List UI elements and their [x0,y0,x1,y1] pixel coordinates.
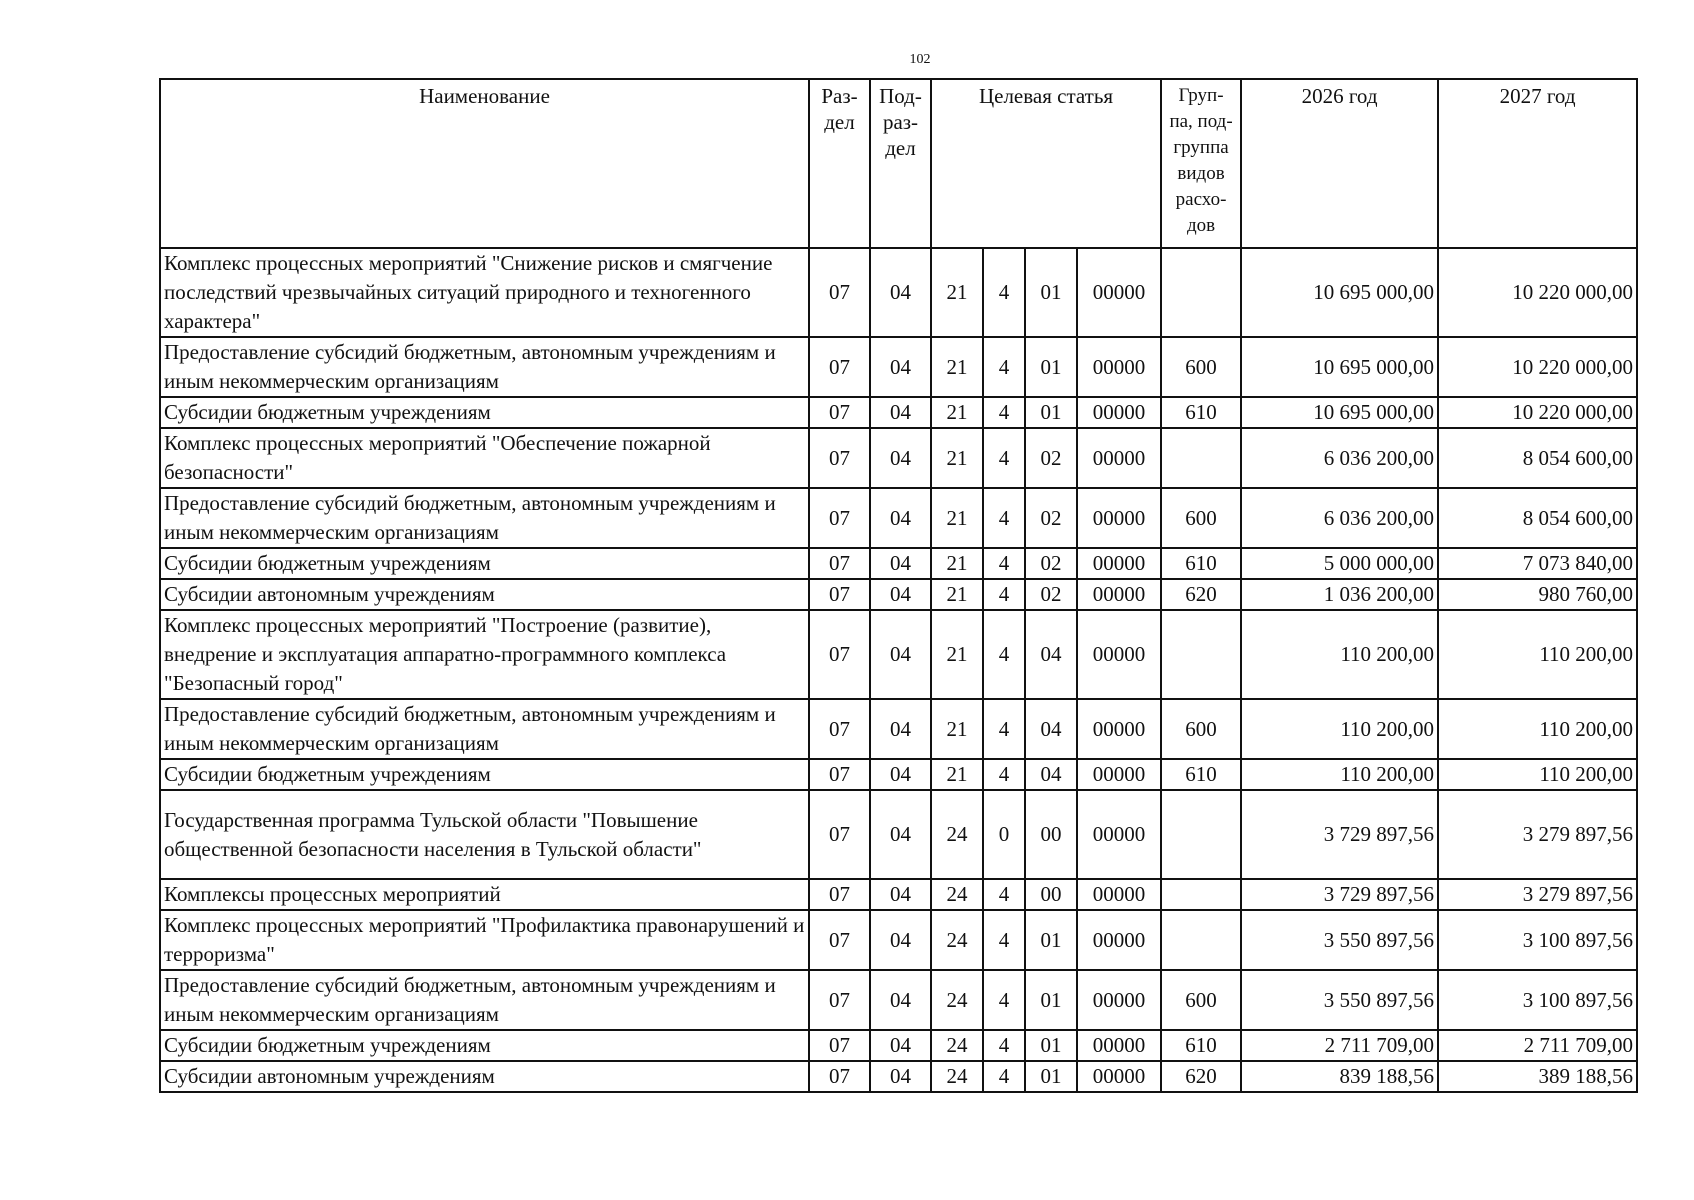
row-amount-2027: 3 100 897,56 [1438,970,1637,1030]
row-razdel: 07 [809,579,870,610]
row-name: Комплекс процессных мероприятий "Обеспечение пожарной безопасности" [160,428,809,488]
row-amount-2027: 7 073 840,00 [1438,548,1637,579]
row-amount-2026: 110 200,00 [1241,759,1438,790]
page-number: 102 [909,52,931,67]
row-amount-2027: 10 220 000,00 [1438,337,1637,397]
row-name: Субсидии автономным учреждениям [160,1061,809,1092]
row-razdel: 07 [809,879,870,910]
row-amount-2026: 10 695 000,00 [1241,397,1438,428]
table-row [160,428,1637,488]
row-amount-2027: 8 054 600,00 [1438,428,1637,488]
row-amount-2027: 110 200,00 [1438,610,1637,699]
row-target-type: 4 [983,910,1025,970]
row-target-direction: 00000 [1077,488,1161,548]
row-name: Предоставление субсидий бюджетным, автономным учреждениям и иным некоммерческим организациям [160,337,809,397]
table-row [160,397,1637,428]
row-target-subprogram: 01 [1025,397,1077,428]
table-row [160,699,1637,759]
table-row [160,579,1637,610]
row-target-type: 4 [983,1061,1025,1092]
row-target-program: 21 [931,548,983,579]
row-target-type: 4 [983,970,1025,1030]
table-row [160,548,1637,579]
row-target-direction: 00000 [1077,1030,1161,1061]
row-target-program: 21 [931,428,983,488]
row-name: Государственная программа Тульской области "Повышение общественной безопасности населения в Тульской области" [160,790,809,879]
row-expense-group: 600 [1161,337,1241,397]
row-target-subprogram: 02 [1025,488,1077,548]
row-amount-2027: 110 200,00 [1438,759,1637,790]
table-row [160,910,1637,970]
header-year-2026: 2026 год [1241,79,1438,248]
header-razdel: Раз- дел [809,79,870,248]
row-target-program: 21 [931,397,983,428]
row-podrazdel: 04 [870,610,931,699]
row-expense-group [1161,428,1241,488]
row-expense-group: 600 [1161,699,1241,759]
header-expense-group: Груп- па, под- группа видов расхо- дов [1161,79,1241,248]
row-podrazdel: 04 [870,879,931,910]
table-header-row [160,79,1637,248]
row-target-type: 4 [983,610,1025,699]
row-expense-group: 600 [1161,488,1241,548]
row-razdel: 07 [809,1030,870,1061]
row-target-direction: 00000 [1077,970,1161,1030]
row-podrazdel: 04 [870,759,931,790]
row-podrazdel: 04 [870,579,931,610]
table-row [160,1030,1637,1061]
row-amount-2027: 3 279 897,56 [1438,879,1637,910]
row-target-subprogram: 02 [1025,548,1077,579]
row-podrazdel: 04 [870,1030,931,1061]
table-row [160,759,1637,790]
header-podrazdel: Под- раз- дел [870,79,931,248]
row-target-program: 24 [931,879,983,910]
row-target-type: 4 [983,397,1025,428]
row-podrazdel: 04 [870,1061,931,1092]
row-expense-group [1161,248,1241,337]
row-name: Предоставление субсидий бюджетным, автономным учреждениям и иным некоммерческим организациям [160,699,809,759]
row-name: Субсидии автономным учреждениям [160,579,809,610]
row-target-program: 21 [931,610,983,699]
row-name: Субсидии бюджетным учреждениям [160,1030,809,1061]
row-amount-2027: 980 760,00 [1438,579,1637,610]
row-amount-2026: 839 188,56 [1241,1061,1438,1092]
row-razdel: 07 [809,337,870,397]
row-target-type: 4 [983,428,1025,488]
row-target-program: 24 [931,970,983,1030]
row-target-direction: 00000 [1077,790,1161,879]
row-target-subprogram: 04 [1025,610,1077,699]
row-razdel: 07 [809,548,870,579]
row-podrazdel: 04 [870,970,931,1030]
header-name: Наименование [160,79,809,248]
row-razdel: 07 [809,248,870,337]
row-target-direction: 00000 [1077,397,1161,428]
row-expense-group [1161,610,1241,699]
row-podrazdel: 04 [870,428,931,488]
row-target-type: 4 [983,337,1025,397]
row-target-subprogram: 02 [1025,428,1077,488]
table-row [160,488,1637,548]
row-amount-2026: 3 729 897,56 [1241,790,1438,879]
row-target-direction: 00000 [1077,910,1161,970]
table-row [160,790,1637,879]
row-target-program: 24 [931,910,983,970]
row-razdel: 07 [809,488,870,548]
row-razdel: 07 [809,397,870,428]
row-target-subprogram: 04 [1025,759,1077,790]
row-target-program: 21 [931,759,983,790]
row-name: Субсидии бюджетным учреждениям [160,759,809,790]
row-amount-2027: 10 220 000,00 [1438,397,1637,428]
row-amount-2026: 2 711 709,00 [1241,1030,1438,1061]
row-expense-group: 610 [1161,1030,1241,1061]
row-amount-2026: 110 200,00 [1241,610,1438,699]
row-amount-2027: 8 054 600,00 [1438,488,1637,548]
row-target-type: 4 [983,1030,1025,1061]
row-expense-group: 610 [1161,759,1241,790]
row-target-type: 4 [983,579,1025,610]
row-podrazdel: 04 [870,488,931,548]
row-target-program: 21 [931,699,983,759]
row-target-direction: 00000 [1077,1061,1161,1092]
row-target-program: 24 [931,1030,983,1061]
row-target-direction: 00000 [1077,428,1161,488]
row-target-type: 4 [983,699,1025,759]
row-target-type: 0 [983,790,1025,879]
row-target-subprogram: 00 [1025,790,1077,879]
row-razdel: 07 [809,610,870,699]
row-expense-group: 620 [1161,1061,1241,1092]
row-name: Комплекс процессных мероприятий "Построение (развитие), внедрение и эксплуатация аппаратно-программного комплекса "Безопасный город" [160,610,809,699]
table-row [160,248,1637,337]
row-expense-group: 600 [1161,970,1241,1030]
row-target-program: 24 [931,790,983,879]
row-target-type: 4 [983,548,1025,579]
row-name: Субсидии бюджетным учреждениям [160,548,809,579]
row-amount-2027: 3 100 897,56 [1438,910,1637,970]
row-target-type: 4 [983,248,1025,337]
row-name: Предоставление субсидий бюджетным, автономным учреждениям и иным некоммерческим организациям [160,970,809,1030]
row-podrazdel: 04 [870,699,931,759]
row-razdel: 07 [809,1061,870,1092]
row-podrazdel: 04 [870,397,931,428]
row-target-subprogram: 02 [1025,579,1077,610]
table-row [160,1061,1637,1092]
row-expense-group: 620 [1161,579,1241,610]
row-amount-2026: 110 200,00 [1241,699,1438,759]
row-amount-2026: 6 036 200,00 [1241,488,1438,548]
row-name: Комплекс процессных мероприятий "Снижение рисков и смягчение последствий чрезвычайных ситуаций природного и техногенного характера" [160,248,809,337]
row-name: Комплексы процессных мероприятий [160,879,809,910]
row-podrazdel: 04 [870,337,931,397]
row-target-subprogram: 04 [1025,699,1077,759]
row-target-program: 24 [931,1061,983,1092]
row-razdel: 07 [809,699,870,759]
row-podrazdel: 04 [870,548,931,579]
row-amount-2026: 3 550 897,56 [1241,970,1438,1030]
table-row [160,970,1637,1030]
row-amount-2026: 3 729 897,56 [1241,879,1438,910]
row-name: Субсидии бюджетным учреждениям [160,397,809,428]
table-row [160,610,1637,699]
row-razdel: 07 [809,790,870,879]
row-amount-2027: 10 220 000,00 [1438,248,1637,337]
row-razdel: 07 [809,428,870,488]
row-target-direction: 00000 [1077,879,1161,910]
row-expense-group: 610 [1161,397,1241,428]
row-target-subprogram: 01 [1025,1030,1077,1061]
row-target-subprogram: 01 [1025,970,1077,1030]
row-razdel: 07 [809,910,870,970]
row-expense-group [1161,910,1241,970]
row-target-direction: 00000 [1077,548,1161,579]
row-razdel: 07 [809,759,870,790]
row-target-type: 4 [983,488,1025,548]
row-podrazdel: 04 [870,248,931,337]
table-row [160,337,1637,397]
row-target-type: 4 [983,759,1025,790]
row-name: Предоставление субсидий бюджетным, автономным учреждениям и иным некоммерческим организациям [160,488,809,548]
row-target-program: 21 [931,488,983,548]
table-row [160,879,1637,910]
row-expense-group [1161,790,1241,879]
row-target-program: 21 [931,248,983,337]
row-amount-2027: 110 200,00 [1438,699,1637,759]
row-amount-2026: 1 036 200,00 [1241,579,1438,610]
row-amount-2026: 10 695 000,00 [1241,248,1438,337]
row-target-direction: 00000 [1077,248,1161,337]
row-amount-2026: 6 036 200,00 [1241,428,1438,488]
row-amount-2027: 3 279 897,56 [1438,790,1637,879]
row-target-subprogram: 01 [1025,910,1077,970]
row-amount-2027: 2 711 709,00 [1438,1030,1637,1061]
row-expense-group: 610 [1161,548,1241,579]
row-target-direction: 00000 [1077,610,1161,699]
row-target-direction: 00000 [1077,759,1161,790]
row-podrazdel: 04 [870,910,931,970]
row-name: Комплекс процессных мероприятий "Профилактика правонарушений и терроризма" [160,910,809,970]
row-razdel: 07 [809,970,870,1030]
row-target-subprogram: 01 [1025,1061,1077,1092]
row-amount-2026: 3 550 897,56 [1241,910,1438,970]
row-amount-2026: 10 695 000,00 [1241,337,1438,397]
row-target-subprogram: 01 [1025,248,1077,337]
row-target-direction: 00000 [1077,579,1161,610]
header-target-article: Целевая статья [931,79,1161,248]
row-podrazdel: 04 [870,790,931,879]
row-target-program: 21 [931,337,983,397]
row-target-program: 21 [931,579,983,610]
row-target-type: 4 [983,879,1025,910]
row-target-direction: 00000 [1077,337,1161,397]
row-target-subprogram: 00 [1025,879,1077,910]
row-expense-group [1161,879,1241,910]
row-target-subprogram: 01 [1025,337,1077,397]
row-target-direction: 00000 [1077,699,1161,759]
row-amount-2026: 5 000 000,00 [1241,548,1438,579]
header-year-2027: 2027 год [1438,79,1637,248]
budget-table [159,78,1638,1093]
row-amount-2027: 389 188,56 [1438,1061,1637,1092]
